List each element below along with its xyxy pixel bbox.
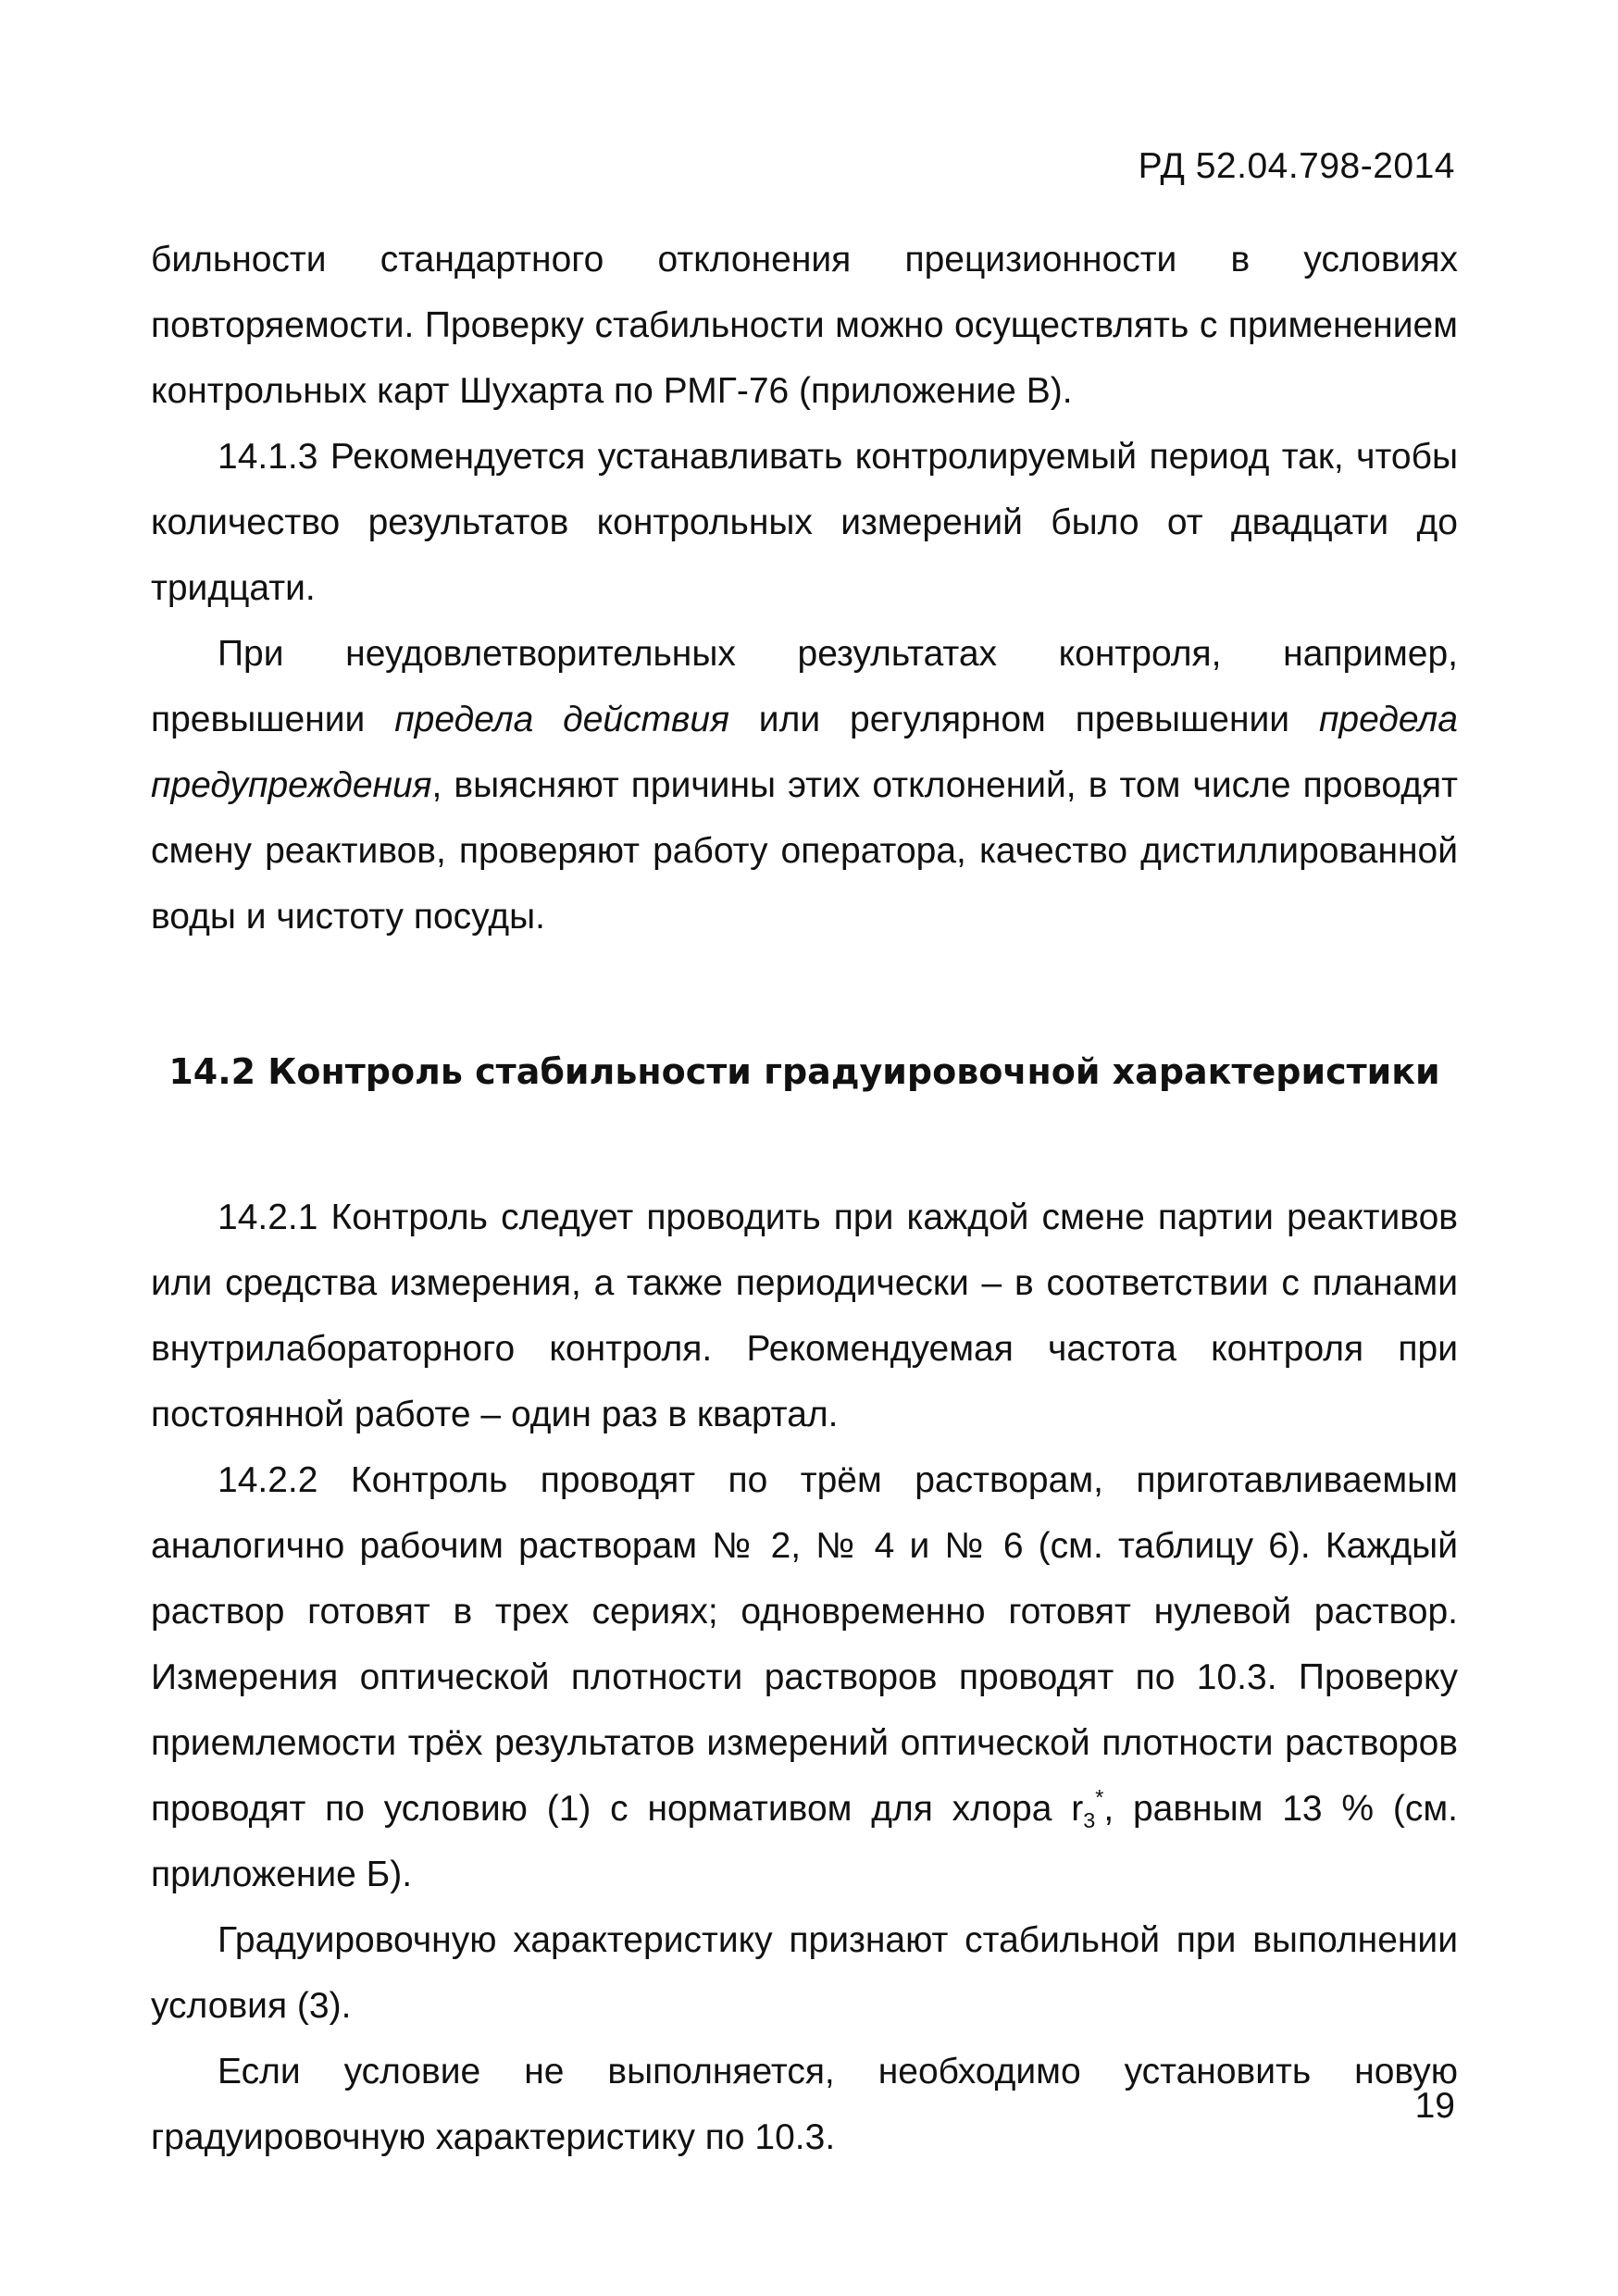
text-run: , равным 13 % (см. приложение Б). xyxy=(151,1788,1458,1894)
chlorine-norm-symbol xyxy=(1071,1785,1104,1832)
term-action-limit: предела действия xyxy=(394,700,729,739)
text-run: , выясняют причины этих отклонений, в том числе проводят смену реактивов, проверяют работу оператора, качество дистиллированной воды и чистоту посуды. xyxy=(151,765,1458,937)
text-run: 14.2.2 Контроль проводят по трём растворам, приготавливаемым аналогично рабочим растворам № 2, № 4 и № 6 (см. таблицу 6). Каждый раствор готовят в трех сериях; одновременно готовят нулевой раствор. Измерения оптической плотности растворов проводят по 10.3. Проверку приемлемости трёх результатов измерений оптической плотности растворов проводят по условию (1) с нормативом для хлора xyxy=(151,1459,1458,1829)
paragraph-control-results xyxy=(151,621,1458,949)
term-warning-limit: предела предупреждения xyxy=(151,700,1458,805)
text-run: или регулярном превышении xyxy=(728,700,1319,739)
paragraph-14-1-3: 14.1.3 Рекомендуется устанавливать контролируемый период так, чтобы количество результатов контрольных измерений было от двадцати до тридцати. xyxy=(151,437,1458,608)
document-code: РД 52.04.798-2014 xyxy=(1138,146,1455,186)
symbol-superscript: * xyxy=(1095,1785,1104,1810)
paragraph-14-2-2 xyxy=(151,1447,1458,1907)
body-text xyxy=(151,227,1458,2170)
paragraph-stability-criterion: Градуировочную характеристику признают стабильной при выполнении условия (3). xyxy=(151,1919,1458,2026)
paragraph-new-calibration: Если условие не выполняется, необходимо установить новую градуировочную характеристику по 10.3. xyxy=(151,2051,1458,2157)
section-heading-14-2: 14.2 Контроль стабильности градуировочной характеристики xyxy=(168,1051,1440,1092)
text-run: При неудовлетворительных результатах контроля, например, превышении xyxy=(151,634,1458,739)
symbol-base: r xyxy=(1071,1788,1084,1829)
page-number: 19 xyxy=(1414,2086,1455,2126)
paragraph-continuation: бильности стандартного отклонения прецизионности в условиях повторяемости. Проверку стабильности можно осуществлять с применением контрольных карт Шухарта по РМГ-76 (приложение В). xyxy=(151,240,1458,411)
symbol-subscript: 3 xyxy=(1083,1807,1096,1832)
paragraph-14-2-1: 14.2.1 Контроль следует проводить при каждой смене партии реактивов или средства измерения, а также периодически – в соответствии с планами внутрилабораторного контроля. Рекомендуемая частота контроля при постоянной работе – один раз в квартал. xyxy=(151,1197,1458,1434)
